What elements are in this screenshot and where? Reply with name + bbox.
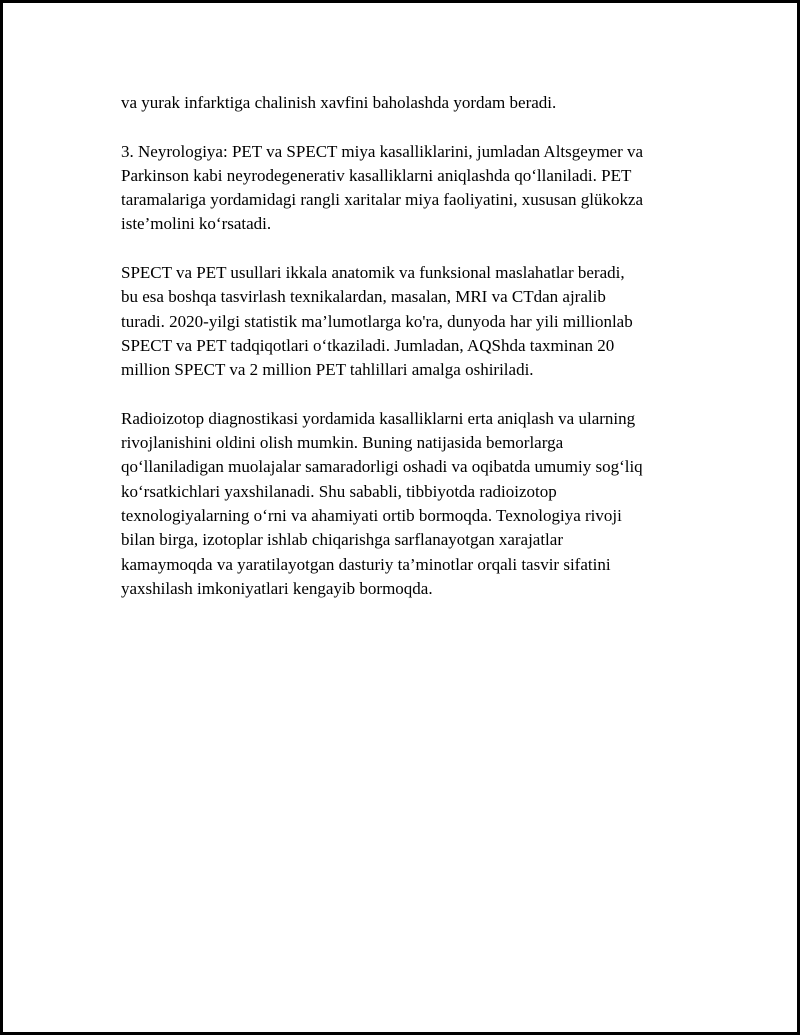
paragraph-1 xyxy=(121,91,701,115)
text-line: iste’molini ko‘rsatadi. xyxy=(121,214,272,234)
text-line: SPECT va PET tadqiqotlari o‘tkaziladi. Jumladan, AQShda taxminan 20 xyxy=(121,335,615,355)
text-line: kamaymoqda va yaratilayotgan dasturiy ta’minotlar orqali tasvir sifatini xyxy=(121,554,611,574)
text-line: million SPECT va 2 million PET tahlillari amalga oshiriladi. xyxy=(121,360,534,380)
text-line: ko‘rsatkichlari yaxshilanadi. Shu sababli, tibbiyotda radioizotop xyxy=(121,481,557,501)
text-line: bilan birga, izotoplar ishlab chiqarishga sarflanayotgan xarajatlar xyxy=(121,530,563,550)
text-line: va yurak infarktiga chalinish xavfini baholashda yordam beradi. xyxy=(121,93,557,112)
text-line: texnologiyalarning o‘rni va ahamiyati ortib bormoqda. Texnologiya rivoji xyxy=(121,506,622,526)
text-line: rivojlanishini oldini olish mumkin. Buning natijasida bemorlarga xyxy=(121,433,564,453)
paragraph-2 xyxy=(121,140,701,237)
text-line: Radioizotop diagnostikasi yordamida kasalliklarni erta aniqlash va ularning xyxy=(121,408,636,428)
text-line: bu esa boshqa tasvirlash texnikalardan, masalan, MRI va CTdan ajralib xyxy=(121,287,606,307)
text-line: turadi. 2020-yilgi statistik ma’lumotlarga ko'ra, dunyoda har yili millionlab xyxy=(121,311,633,331)
text-line: 3. Neyrologiya: PET va SPECT miya kasalliklarini, jumladan Altsgeymer va xyxy=(121,141,644,161)
paragraph-4 xyxy=(121,407,701,601)
text-line: Parkinson kabi neyrodegenerativ kasalliklarni aniqlashda qo‘llaniladi. PET xyxy=(121,165,632,185)
paragraph-3 xyxy=(121,261,701,382)
text-line: taramalariga yordamidagi rangli xaritalar miya faoliyatini, xususan glükokza xyxy=(121,190,644,210)
document-body xyxy=(121,91,701,626)
text-line: yaxshilash imkoniyatlari kengayib bormoqda. xyxy=(121,578,433,598)
text-line: SPECT va PET usullari ikkala anatomik va funksional maslahatlar beradi, xyxy=(121,263,625,283)
text-line: qo‘llaniladigan muolajalar samaradorligi oshadi va oqibatda umumiy sog‘liq xyxy=(121,457,643,477)
